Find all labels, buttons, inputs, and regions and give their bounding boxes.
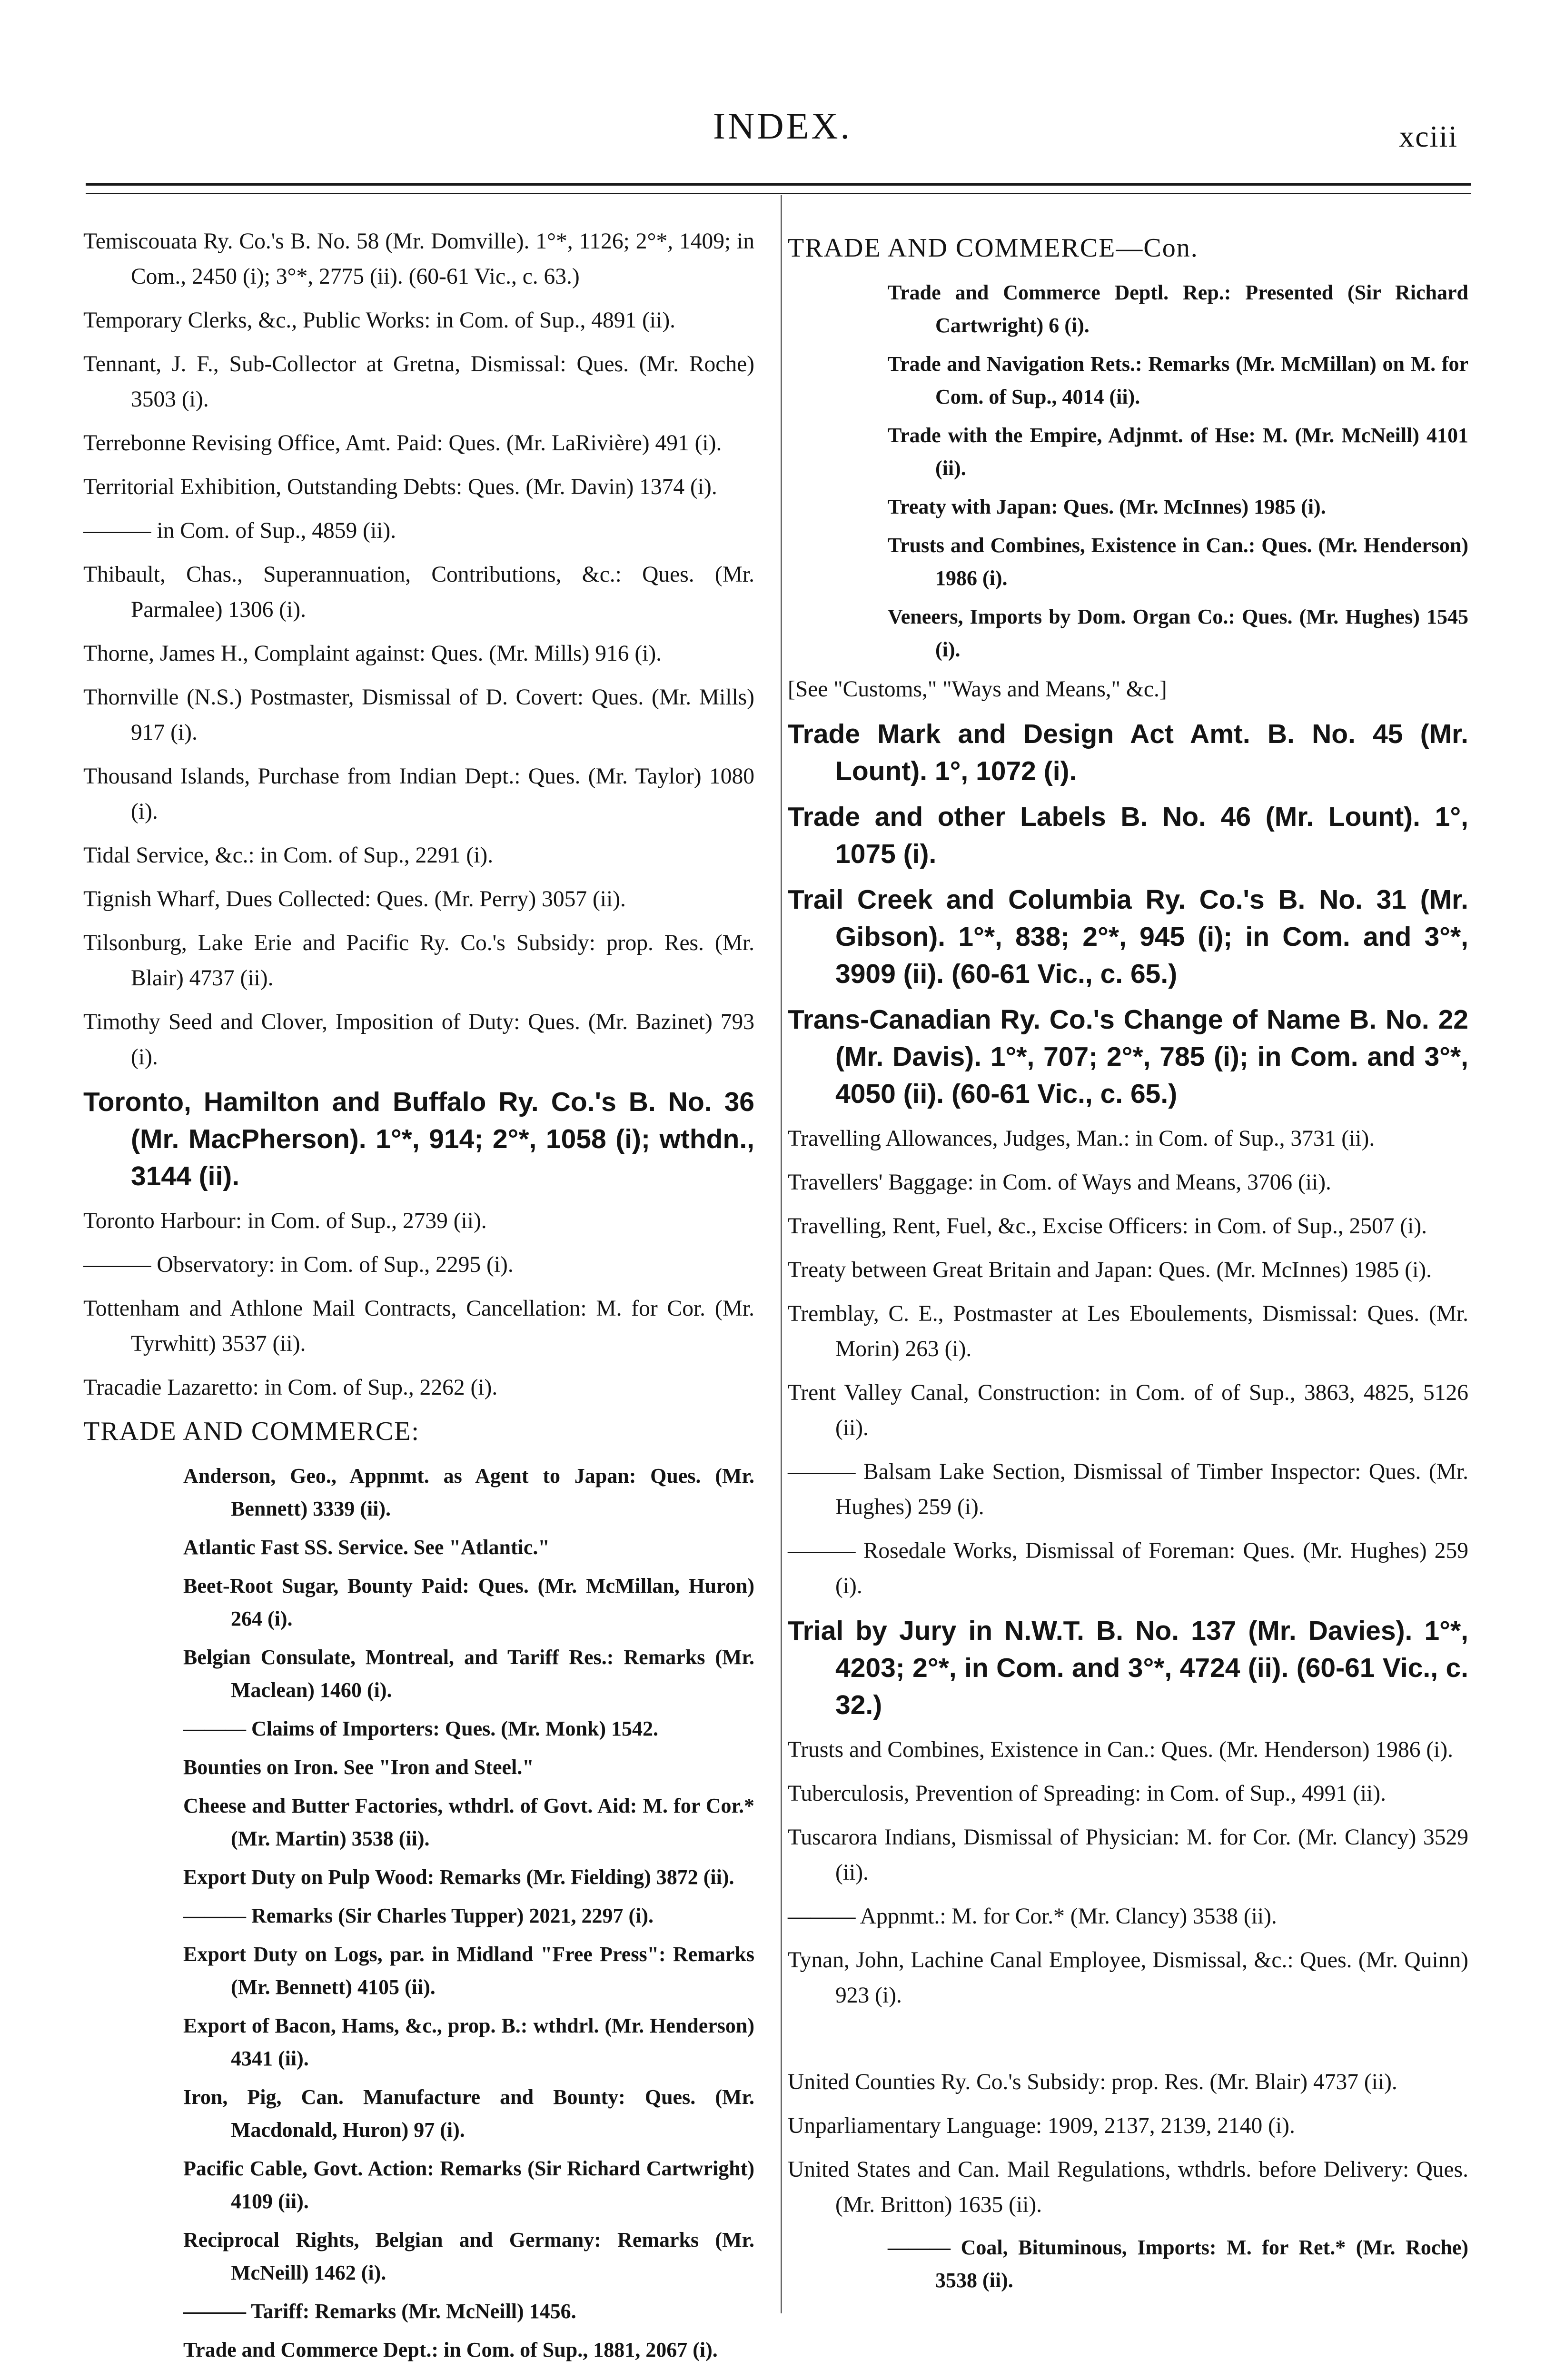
- left-column: [83, 224, 754, 2372]
- index-entry: Beet-Root Sugar, Bounty Paid: Ques. (Mr. McMillan, Huron) 264 (i).: [183, 1574, 754, 1630]
- index-entry: Veneers, Imports by Dom. Organ Co.: Ques. (Mr. Hughes) 1545 (i).: [888, 605, 1468, 661]
- index-entry: [See "Customs," "Ways and Means," &c.]: [788, 677, 1167, 702]
- index-entry: Thousand Islands, Purchase from Indian Dept.: Ques. (Mr. Taylor) 1080 (i).: [83, 764, 754, 824]
- index-entry: Export Duty on Logs, par. in Midland "Free Press": Remarks (Mr. Bennett) 4105 (ii).: [183, 1943, 754, 1999]
- right-column: [788, 224, 1468, 2302]
- index-entry: Travellers' Baggage: in Com. of Ways and Means, 3706 (ii).: [788, 1170, 1331, 1195]
- page-header: [0, 86, 1565, 162]
- index-entry: ——— Rosedale Works, Dismissal of Foreman: Ques. (Mr. Hughes) 259 (i).: [788, 1538, 1468, 1598]
- index-entry: Toronto, Hamilton and Buffalo Ry. Co.'s B. No. 36 (Mr. MacPherson). 1°*, 914; 2°*, 1058 (i); wthdn., 3144 (ii).: [83, 1087, 754, 1191]
- index-entry: Tottenham and Athlone Mail Contracts, Cancellation: M. for Cor. (Mr. Tyrwhitt) 3537 (ii).: [83, 1296, 754, 1356]
- index-entry: Pacific Cable, Govt. Action: Remarks (Sir Richard Cartwright) 4109 (ii).: [183, 2157, 754, 2213]
- index-entry: Trade and Commerce Dept.: in Com. of Sup., 1881, 2067 (i).: [183, 2338, 718, 2361]
- index-entry: ——— Tariff: Remarks (Mr. McNeill) 1456.: [183, 2300, 576, 2323]
- section-heading: TRADE AND COMMERCE—Con.: [788, 233, 1199, 263]
- index-entry: Trial by Jury in N.W.T. B. No. 137 (Mr. Davies). 1°*, 4203; 2°*, in Com. and 3°*, 4724 (ii). (60-61 Vic., c. 32.): [788, 1616, 1468, 1720]
- index-entry: Terrebonne Revising Office, Amt. Paid: Ques. (Mr. LaRivière) 491 (i).: [83, 431, 722, 456]
- index-entry: Trent Valley Canal, Construction: in Com. of of Sup., 3863, 4825, 5126 (ii).: [788, 1380, 1468, 1440]
- index-entry: ——— Balsam Lake Section, Dismissal of Timber Inspector: Ques. (Mr. Hughes) 259 (i).: [788, 1459, 1468, 1519]
- index-entry: Tidal Service, &c.: in Com. of Sup., 2291 (i).: [83, 843, 494, 868]
- index-entry: ——— Coal, Bituminous, Imports: M. for Ret.* (Mr. Roche) 3538 (ii).: [888, 2236, 1468, 2292]
- index-entry: Trail Creek and Columbia Ry. Co.'s B. No. 31 (Mr. Gibson). 1°*, 838; 2°*, 945 (i); in Com. and 3°*, 3909 (ii). (60-61 Vic., c. 65.): [788, 884, 1468, 989]
- index-entry: Tuscarora Indians, Dismissal of Physician: M. for Cor. (Mr. Clancy) 3529 (ii).: [788, 1825, 1468, 1885]
- index-entry: Thibault, Chas., Superannuation, Contributions, &c.: Ques. (Mr. Parmalee) 1306 (i).: [83, 562, 754, 622]
- page-title: INDEX.: [713, 105, 852, 147]
- index-entry: Bounties on Iron. See "Iron and Steel.": [183, 1755, 534, 1779]
- index-entry: Treaty with Japan: Ques. (Mr. McInnes) 1985 (i).: [888, 495, 1326, 518]
- section-gap: [788, 2022, 1468, 2064]
- index-entry: Trade with the Empire, Adjnmt. of Hse: M. (Mr. McNeill) 4101 (ii).: [888, 424, 1468, 480]
- index-entry: ——— Appnmt.: M. for Cor.* (Mr. Clancy) 3538 (ii).: [788, 1904, 1277, 1929]
- index-entry: Trade and Commerce Deptl. Rep.: Presented (Sir Richard Cartwright) 6 (i).: [888, 281, 1468, 337]
- index-entry: Travelling, Rent, Fuel, &c., Excise Officers: in Com. of Sup., 2507 (i).: [788, 1214, 1427, 1239]
- index-entry: Tennant, J. F., Sub-Collector at Gretna, Dismissal: Ques. (Mr. Roche) 3503 (i).: [83, 352, 754, 412]
- index-entry: Cheese and Butter Factories, wthdrl. of Govt. Aid: M. for Cor.* (Mr. Martin) 3538 (ii).: [183, 1794, 754, 1850]
- index-entry: Trade Mark and Design Act Amt. B. No. 45 (Mr. Lount). 1°, 1072 (i).: [788, 719, 1468, 786]
- index-entry: Territorial Exhibition, Outstanding Debts: Ques. (Mr. Davin) 1374 (i).: [83, 475, 717, 499]
- index-entry: Unparliamentary Language: 1909, 2137, 2139, 2140 (i).: [788, 2113, 1295, 2138]
- index-entry: ——— in Com. of Sup., 4859 (ii).: [83, 518, 396, 543]
- index-entry: Reciprocal Rights, Belgian and Germany: Remarks (Mr. McNeill) 1462 (i).: [183, 2228, 754, 2284]
- index-entry: Trusts and Combines, Existence in Can.: Ques. (Mr. Henderson) 1986 (i).: [788, 1737, 1454, 1762]
- index-entry: Trade and Navigation Rets.: Remarks (Mr. McMillan) on M. for Com. of Sup., 4014 (ii).: [888, 352, 1468, 408]
- index-entry: Tracadie Lazaretto: in Com. of Sup., 2262 (i).: [83, 1375, 498, 1400]
- index-entry: United Counties Ry. Co.'s Subsidy: prop. Res. (Mr. Blair) 4737 (ii).: [788, 2070, 1397, 2094]
- index-entry: Temiscouata Ry. Co.'s B. No. 58 (Mr. Domville). 1°*, 1126; 2°*, 1409; in Com., 2450 (i); 3°*, 2775 (ii). (60-61 Vic., c. 63.): [83, 229, 754, 289]
- index-entry: Travelling Allowances, Judges, Man.: in Com. of Sup., 3731 (ii).: [788, 1126, 1375, 1151]
- index-entry: Timothy Seed and Clover, Imposition of Duty: Ques. (Mr. Bazinet) 793 (i).: [83, 1010, 754, 1070]
- index-entry: Export of Bacon, Hams, &c., prop. B.: wthdrl. (Mr. Henderson) 4341 (ii).: [183, 2014, 754, 2070]
- index-entry: Tuberculosis, Prevention of Spreading: in Com. of Sup., 4991 (ii).: [788, 1781, 1386, 1806]
- index-entry: ——— Remarks (Sir Charles Tupper) 2021, 2297 (i).: [183, 1904, 654, 1927]
- index-entry: Tremblay, C. E., Postmaster at Les Eboulements, Dismissal: Ques. (Mr. Morin) 263 (i).: [788, 1301, 1468, 1361]
- page-number: xciii: [1399, 119, 1458, 153]
- header-rule-thin: [86, 193, 1471, 194]
- index-entry: Atlantic Fast SS. Service. See "Atlantic.": [183, 1536, 550, 1559]
- header-rule: [86, 183, 1471, 186]
- index-entry: ——— Observatory: in Com. of Sup., 2295 (i).: [83, 1252, 514, 1277]
- index-entry: Iron, Pig, Can. Manufacture and Bounty: Ques. (Mr. Macdonald, Huron) 97 (i).: [183, 2085, 754, 2142]
- index-entry: Tignish Wharf, Dues Collected: Ques. (Mr. Perry) 3057 (ii).: [83, 887, 626, 912]
- index-entry: Trade and other Labels B. No. 46 (Mr. Lount). 1°, 1075 (i).: [788, 802, 1468, 869]
- index-entry: Trusts and Combines, Existence in Can.: Ques. (Mr. Henderson) 1986 (i).: [888, 534, 1468, 590]
- index-entry: United States and Can. Mail Regulations, wthdrls. before Delivery: Ques. (Mr. Britton) 1635 (ii).: [788, 2157, 1468, 2217]
- index-entry: Tynan, John, Lachine Canal Employee, Dismissal, &c.: Ques. (Mr. Quinn) 923 (i).: [788, 1948, 1468, 2008]
- index-entry: Trans-Canadian Ry. Co.'s Change of Name B. No. 22 (Mr. Davis). 1°*, 707; 2°*, 785 (i); in Com. and 3°*, 4050 (ii). (60-61 Vic., c. 65.): [788, 1004, 1468, 1109]
- index-entry: Thorne, James H., Complaint against: Ques. (Mr. Mills) 916 (i).: [83, 641, 662, 666]
- index-entry: Toronto Harbour: in Com. of Sup., 2739 (ii).: [83, 1209, 487, 1233]
- index-entry: Thornville (N.S.) Postmaster, Dismissal of D. Covert: Ques. (Mr. Mills) 917 (i).: [83, 685, 754, 745]
- column-divider: [781, 195, 782, 2313]
- index-entry: Anderson, Geo., Appnmt. as Agent to Japan: Ques. (Mr. Bennett) 3339 (ii).: [183, 1464, 754, 1520]
- section-heading: TRADE AND COMMERCE:: [83, 1417, 420, 1446]
- index-entry: Temporary Clerks, &c., Public Works: in Com. of Sup., 4891 (ii).: [83, 308, 676, 333]
- index-entry: ——— Claims of Importers: Ques. (Mr. Monk) 1542.: [183, 1717, 659, 1740]
- index-entry: Export Duty on Pulp Wood: Remarks (Mr. Fielding) 3872 (ii).: [183, 1865, 734, 1889]
- index-entry: Treaty between Great Britain and Japan: Ques. (Mr. McInnes) 1985 (i).: [788, 1258, 1432, 1282]
- index-entry: Belgian Consulate, Montreal, and Tariff Res.: Remarks (Mr. Maclean) 1460 (i).: [183, 1646, 754, 1702]
- index-entry: Tilsonburg, Lake Erie and Pacific Ry. Co.'s Subsidy: prop. Res. (Mr. Blair) 4737 (ii).: [83, 931, 754, 991]
